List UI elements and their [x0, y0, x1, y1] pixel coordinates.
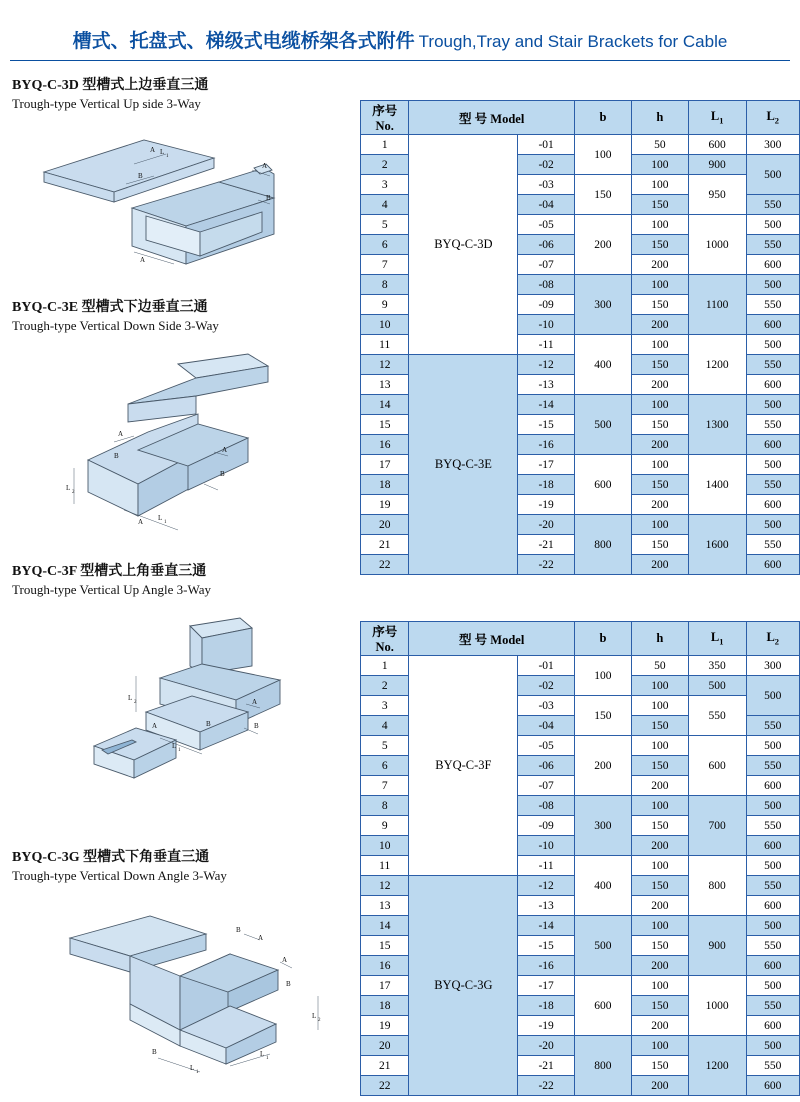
- svg-text:B: B: [286, 980, 291, 988]
- cell-l2: 300: [746, 656, 800, 676]
- svg-text:A: A: [282, 956, 288, 964]
- cell-l2: 600: [746, 956, 800, 976]
- cell-l1: 900: [688, 916, 746, 976]
- svg-text:L: L: [172, 742, 177, 750]
- cell-l2: 600: [746, 555, 800, 575]
- cell-l2: 500: [746, 275, 800, 295]
- cell-l1: 950: [688, 175, 746, 215]
- cell-no: 5: [361, 736, 409, 756]
- svg-text:A: A: [140, 256, 146, 264]
- svg-text:B: B: [236, 926, 241, 934]
- col-header-b: b: [574, 101, 631, 135]
- section-caption-3g-en: Trough-type Vertical Down Angle 3-Way: [12, 868, 227, 883]
- cell-no: 16: [361, 435, 409, 455]
- col-header-no-en: No.: [375, 640, 394, 654]
- cell-h: 50: [631, 656, 688, 676]
- figure-trough-vertical-up-angle-3way: [40, 608, 340, 823]
- cell-h: 200: [631, 956, 688, 976]
- cell-suffix: -19: [518, 1016, 575, 1036]
- cell-suffix: -06: [518, 235, 575, 255]
- cell-suffix: -21: [518, 1056, 575, 1076]
- col-header-no-en: No.: [375, 119, 394, 133]
- cell-no: 17: [361, 976, 409, 996]
- svg-text:A: A: [262, 162, 268, 170]
- cell-b: 500: [574, 395, 631, 455]
- cell-no: 7: [361, 776, 409, 796]
- cell-suffix: -15: [518, 415, 575, 435]
- cell-no: 12: [361, 876, 409, 896]
- table-row: [361, 135, 800, 155]
- cell-b: 600: [574, 976, 631, 1036]
- cell-b: 500: [574, 916, 631, 976]
- cell-suffix: -13: [518, 896, 575, 916]
- cell-suffix: -07: [518, 255, 575, 275]
- cell-l2: 500: [746, 155, 800, 195]
- cell-h: 150: [631, 235, 688, 255]
- cell-suffix: -16: [518, 956, 575, 976]
- cell-l2: 600: [746, 1016, 800, 1036]
- cell-suffix: -14: [518, 395, 575, 415]
- cell-no: 2: [361, 676, 409, 696]
- svg-text:L: L: [190, 1064, 195, 1072]
- cell-h: 200: [631, 896, 688, 916]
- cell-model-a: BYQ-C-3D: [409, 135, 518, 355]
- cell-no: 10: [361, 315, 409, 335]
- page-title-cn: 槽式、托盘式、梯级式电缆桥架各式附件: [72, 31, 415, 52]
- cell-suffix: -19: [518, 495, 575, 515]
- cell-h: 150: [631, 1056, 688, 1076]
- cell-no: 22: [361, 1076, 409, 1096]
- cell-no: 8: [361, 796, 409, 816]
- cell-no: 6: [361, 756, 409, 776]
- cell-suffix: -05: [518, 215, 575, 235]
- svg-text:1: 1: [196, 1070, 199, 1075]
- cell-l2: 500: [746, 335, 800, 355]
- cell-l2: 600: [746, 836, 800, 856]
- cell-h: 100: [631, 395, 688, 415]
- cell-model-b: BYQ-C-3E: [409, 355, 518, 575]
- cell-suffix: -17: [518, 455, 575, 475]
- cell-h: 200: [631, 435, 688, 455]
- cell-no: 13: [361, 896, 409, 916]
- cell-h: 150: [631, 195, 688, 215]
- cell-b: 200: [574, 215, 631, 275]
- cell-no: 10: [361, 836, 409, 856]
- svg-text:2: 2: [134, 700, 137, 705]
- cell-b: 300: [574, 796, 631, 856]
- cell-suffix: -12: [518, 876, 575, 896]
- cell-h: 200: [631, 1016, 688, 1036]
- cell-no: 17: [361, 455, 409, 475]
- cell-no: 3: [361, 175, 409, 195]
- cell-l1: 800: [688, 856, 746, 916]
- cell-l1: 550: [688, 696, 746, 736]
- cell-no: 13: [361, 375, 409, 395]
- cell-l2: 500: [746, 796, 800, 816]
- cell-suffix: -15: [518, 936, 575, 956]
- cell-b: 150: [574, 175, 631, 215]
- cell-suffix: -03: [518, 696, 575, 716]
- cell-suffix: -04: [518, 716, 575, 736]
- cell-h: 100: [631, 1036, 688, 1056]
- cell-h: 100: [631, 215, 688, 235]
- section-caption-3f: [12, 560, 211, 598]
- page-title-en: Trough,Tray and Stair Brackets for Cable: [418, 32, 728, 51]
- svg-text:B: B: [266, 194, 271, 202]
- cell-l2: 550: [746, 355, 800, 375]
- cell-h: 100: [631, 175, 688, 195]
- page-title: [0, 26, 800, 53]
- cell-model-b: BYQ-C-3G: [409, 876, 518, 1096]
- cell-l1: 1200: [688, 1036, 746, 1096]
- cell-h: 100: [631, 976, 688, 996]
- cell-l1: 1100: [688, 275, 746, 335]
- spec-table-3d-3e: [360, 100, 800, 575]
- cell-l1: 1300: [688, 395, 746, 455]
- col-header-l1: $L_1$: [688, 101, 746, 135]
- cell-suffix: -05: [518, 736, 575, 756]
- cell-suffix: -12: [518, 355, 575, 375]
- cell-b: 400: [574, 335, 631, 395]
- cell-no: 20: [361, 1036, 409, 1056]
- col-header-l2: $L_2$: [746, 101, 800, 135]
- figure-trough-vertical-down-angle-3way: [30, 890, 340, 1085]
- cell-h: 200: [631, 495, 688, 515]
- cell-l2: 550: [746, 1056, 800, 1076]
- cell-no: 14: [361, 395, 409, 415]
- cell-h: 100: [631, 155, 688, 175]
- svg-text:A: A: [138, 518, 144, 526]
- cell-h: 150: [631, 936, 688, 956]
- section-caption-3g-cn: BYQ-C-3G 型槽式下角垂直三通: [12, 850, 210, 865]
- cell-l2: 550: [746, 535, 800, 555]
- cell-h: 150: [631, 535, 688, 555]
- cell-no: 9: [361, 295, 409, 315]
- cell-l2: 600: [746, 1076, 800, 1096]
- col-header-no-cn: 序号: [372, 625, 398, 639]
- svg-text:A: A: [222, 446, 228, 454]
- cell-h: 100: [631, 696, 688, 716]
- cell-no: 19: [361, 1016, 409, 1036]
- cell-l2: 500: [746, 736, 800, 756]
- svg-text:1: 1: [164, 520, 167, 525]
- cell-suffix: -10: [518, 315, 575, 335]
- cell-suffix: -11: [518, 856, 575, 876]
- col-header-no: [361, 622, 409, 656]
- cell-h: 150: [631, 415, 688, 435]
- cell-h: 150: [631, 716, 688, 736]
- cell-suffix: -06: [518, 756, 575, 776]
- cell-no: 22: [361, 555, 409, 575]
- cell-h: 200: [631, 1076, 688, 1096]
- svg-text:B: B: [138, 172, 143, 180]
- section-caption-3e: [12, 296, 219, 334]
- cell-h: 150: [631, 756, 688, 776]
- svg-text:B: B: [152, 1048, 157, 1056]
- cell-l1: 600: [688, 736, 746, 796]
- cell-l2: 500: [746, 395, 800, 415]
- cell-no: 4: [361, 195, 409, 215]
- cell-l2: 500: [746, 215, 800, 235]
- svg-text:2: 2: [318, 1018, 321, 1023]
- section-caption-3e-en: Trough-type Vertical Down Side 3-Way: [12, 318, 219, 333]
- cell-h: 200: [631, 555, 688, 575]
- cell-h: 100: [631, 796, 688, 816]
- cell-h: 50: [631, 135, 688, 155]
- cell-l2: 550: [746, 816, 800, 836]
- cell-suffix: -16: [518, 435, 575, 455]
- col-header-model: 型 号 Model: [409, 622, 575, 656]
- col-header-h: h: [631, 622, 688, 656]
- section-caption-3g: [12, 846, 227, 884]
- cell-suffix: -20: [518, 515, 575, 535]
- cell-no: 18: [361, 475, 409, 495]
- cell-h: 200: [631, 315, 688, 335]
- cell-l2: 600: [746, 776, 800, 796]
- cell-no: 15: [361, 936, 409, 956]
- cell-l2: 500: [746, 856, 800, 876]
- cell-suffix: -13: [518, 375, 575, 395]
- cell-b: 100: [574, 135, 631, 175]
- cell-no: 1: [361, 135, 409, 155]
- cell-suffix: -03: [518, 175, 575, 195]
- cell-no: 21: [361, 535, 409, 555]
- svg-text:B: B: [206, 720, 211, 728]
- cell-b: 400: [574, 856, 631, 916]
- figure-trough-vertical-down-side-3way: [18, 344, 338, 549]
- cell-no: 4: [361, 716, 409, 736]
- cell-no: 1: [361, 656, 409, 676]
- section-caption-3d-en: Trough-type Vertical Up side 3-Way: [12, 96, 201, 111]
- cell-suffix: -01: [518, 656, 575, 676]
- cell-no: 8: [361, 275, 409, 295]
- col-header-model: 型 号 Model: [409, 101, 575, 135]
- cell-l2: 550: [746, 876, 800, 896]
- cell-no: 6: [361, 235, 409, 255]
- cell-b: 800: [574, 1036, 631, 1096]
- cell-suffix: -02: [518, 155, 575, 175]
- svg-text:A: A: [152, 722, 158, 730]
- svg-text:B: B: [114, 452, 119, 460]
- svg-text:L: L: [260, 1050, 265, 1058]
- cell-h: 100: [631, 736, 688, 756]
- cell-h: 100: [631, 335, 688, 355]
- cell-l2: 550: [746, 936, 800, 956]
- cell-suffix: -08: [518, 275, 575, 295]
- cell-l2: 550: [746, 195, 800, 215]
- cell-h: 150: [631, 355, 688, 375]
- col-header-l2: $L_2$: [746, 622, 800, 656]
- svg-text:2: 2: [72, 490, 75, 495]
- col-header-b: b: [574, 622, 631, 656]
- cell-l1: 600: [688, 135, 746, 155]
- cell-no: 9: [361, 816, 409, 836]
- cell-l2: 600: [746, 495, 800, 515]
- cell-l2: 500: [746, 976, 800, 996]
- cell-l2: 550: [746, 295, 800, 315]
- col-header-h: h: [631, 101, 688, 135]
- cell-no: 15: [361, 415, 409, 435]
- cell-no: 2: [361, 155, 409, 175]
- cell-suffix: -09: [518, 295, 575, 315]
- cell-suffix: -20: [518, 1036, 575, 1056]
- cell-l1: 1600: [688, 515, 746, 575]
- svg-text:1: 1: [266, 1056, 269, 1061]
- col-header-no: [361, 101, 409, 135]
- cell-h: 200: [631, 776, 688, 796]
- cell-h: 100: [631, 275, 688, 295]
- cell-suffix: -09: [518, 816, 575, 836]
- svg-text:A: A: [252, 698, 258, 706]
- cell-l1: 500: [688, 676, 746, 696]
- svg-text:L: L: [160, 148, 165, 156]
- cell-l1: 1200: [688, 335, 746, 395]
- cell-l2: 600: [746, 255, 800, 275]
- figure-trough-vertical-up-side-3way: [14, 112, 344, 287]
- cell-suffix: -08: [518, 796, 575, 816]
- cell-suffix: -02: [518, 676, 575, 696]
- svg-text:L: L: [158, 514, 163, 522]
- cell-h: 100: [631, 916, 688, 936]
- cell-h: 200: [631, 836, 688, 856]
- cell-suffix: -22: [518, 555, 575, 575]
- cell-l1: 350: [688, 656, 746, 676]
- cell-h: 100: [631, 676, 688, 696]
- cell-h: 200: [631, 255, 688, 275]
- cell-l2: 300: [746, 135, 800, 155]
- title-divider: [10, 60, 790, 61]
- cell-b: 150: [574, 696, 631, 736]
- cell-suffix: -11: [518, 335, 575, 355]
- cell-suffix: -17: [518, 976, 575, 996]
- svg-text:B: B: [254, 722, 259, 730]
- cell-l2: 500: [746, 916, 800, 936]
- svg-text:L: L: [66, 484, 71, 492]
- cell-l2: 550: [746, 415, 800, 435]
- cell-suffix: -07: [518, 776, 575, 796]
- svg-text:L: L: [128, 694, 133, 702]
- cell-suffix: -18: [518, 996, 575, 1016]
- cell-b: 200: [574, 736, 631, 796]
- cell-model-a: BYQ-C-3F: [409, 656, 518, 876]
- cell-l2: 600: [746, 435, 800, 455]
- cell-l2: 500: [746, 676, 800, 716]
- cell-no: 20: [361, 515, 409, 535]
- cell-suffix: -21: [518, 535, 575, 555]
- cell-suffix: -01: [518, 135, 575, 155]
- cell-h: 150: [631, 816, 688, 836]
- section-caption-3e-cn: BYQ-C-3E 型槽式下边垂直三通: [12, 300, 208, 315]
- section-caption-3f-cn: BYQ-C-3F 型槽式上角垂直三通: [12, 564, 207, 579]
- cell-l2: 550: [746, 756, 800, 776]
- svg-text:1: 1: [166, 154, 169, 159]
- cell-h: 150: [631, 295, 688, 315]
- spec-table-3f-3g: [360, 621, 800, 1096]
- cell-suffix: -22: [518, 1076, 575, 1096]
- table-row: [361, 656, 800, 676]
- cell-b: 100: [574, 656, 631, 696]
- cell-h: 150: [631, 996, 688, 1016]
- cell-no: 11: [361, 856, 409, 876]
- cell-l2: 600: [746, 375, 800, 395]
- cell-l1: 900: [688, 155, 746, 175]
- cell-h: 150: [631, 475, 688, 495]
- cell-no: 5: [361, 215, 409, 235]
- svg-text:A: A: [258, 934, 264, 942]
- col-header-no-cn: 序号: [372, 104, 398, 118]
- cell-suffix: -04: [518, 195, 575, 215]
- cell-l2: 600: [746, 315, 800, 335]
- cell-no: 12: [361, 355, 409, 375]
- cell-h: 100: [631, 455, 688, 475]
- cell-suffix: -18: [518, 475, 575, 495]
- cell-l2: 500: [746, 1036, 800, 1056]
- cell-l2: 500: [746, 515, 800, 535]
- svg-text:L: L: [312, 1012, 317, 1020]
- cell-no: 16: [361, 956, 409, 976]
- section-caption-3d-cn: BYQ-C-3D 型槽式上边垂直三通: [12, 78, 209, 93]
- svg-text:A: A: [118, 430, 124, 438]
- cell-no: 19: [361, 495, 409, 515]
- svg-text:1: 1: [178, 748, 181, 753]
- section-caption-3f-en: Trough-type Vertical Up Angle 3-Way: [12, 582, 211, 597]
- cell-l1: 700: [688, 796, 746, 856]
- cell-suffix: -10: [518, 836, 575, 856]
- cell-no: 18: [361, 996, 409, 1016]
- cell-l2: 600: [746, 896, 800, 916]
- cell-no: 21: [361, 1056, 409, 1076]
- cell-no: 7: [361, 255, 409, 275]
- cell-l2: 550: [746, 235, 800, 255]
- svg-text:A: A: [150, 146, 156, 154]
- cell-h: 150: [631, 876, 688, 896]
- cell-b: 600: [574, 455, 631, 515]
- cell-h: 100: [631, 515, 688, 535]
- cell-l1: 1000: [688, 976, 746, 1036]
- cell-l2: 550: [746, 475, 800, 495]
- cell-b: 800: [574, 515, 631, 575]
- cell-no: 14: [361, 916, 409, 936]
- cell-suffix: -14: [518, 916, 575, 936]
- cell-l1: 1400: [688, 455, 746, 515]
- section-caption-3d: [12, 74, 208, 112]
- cell-no: 11: [361, 335, 409, 355]
- cell-l2: 500: [746, 455, 800, 475]
- cell-l2: 550: [746, 996, 800, 1016]
- cell-l2: 550: [746, 716, 800, 736]
- cell-h: 200: [631, 375, 688, 395]
- cell-l1: 1000: [688, 215, 746, 275]
- cell-h: 100: [631, 856, 688, 876]
- col-header-l1: $L_1$: [688, 622, 746, 656]
- cell-b: 300: [574, 275, 631, 335]
- cell-no: 3: [361, 696, 409, 716]
- svg-text:B: B: [220, 470, 225, 478]
